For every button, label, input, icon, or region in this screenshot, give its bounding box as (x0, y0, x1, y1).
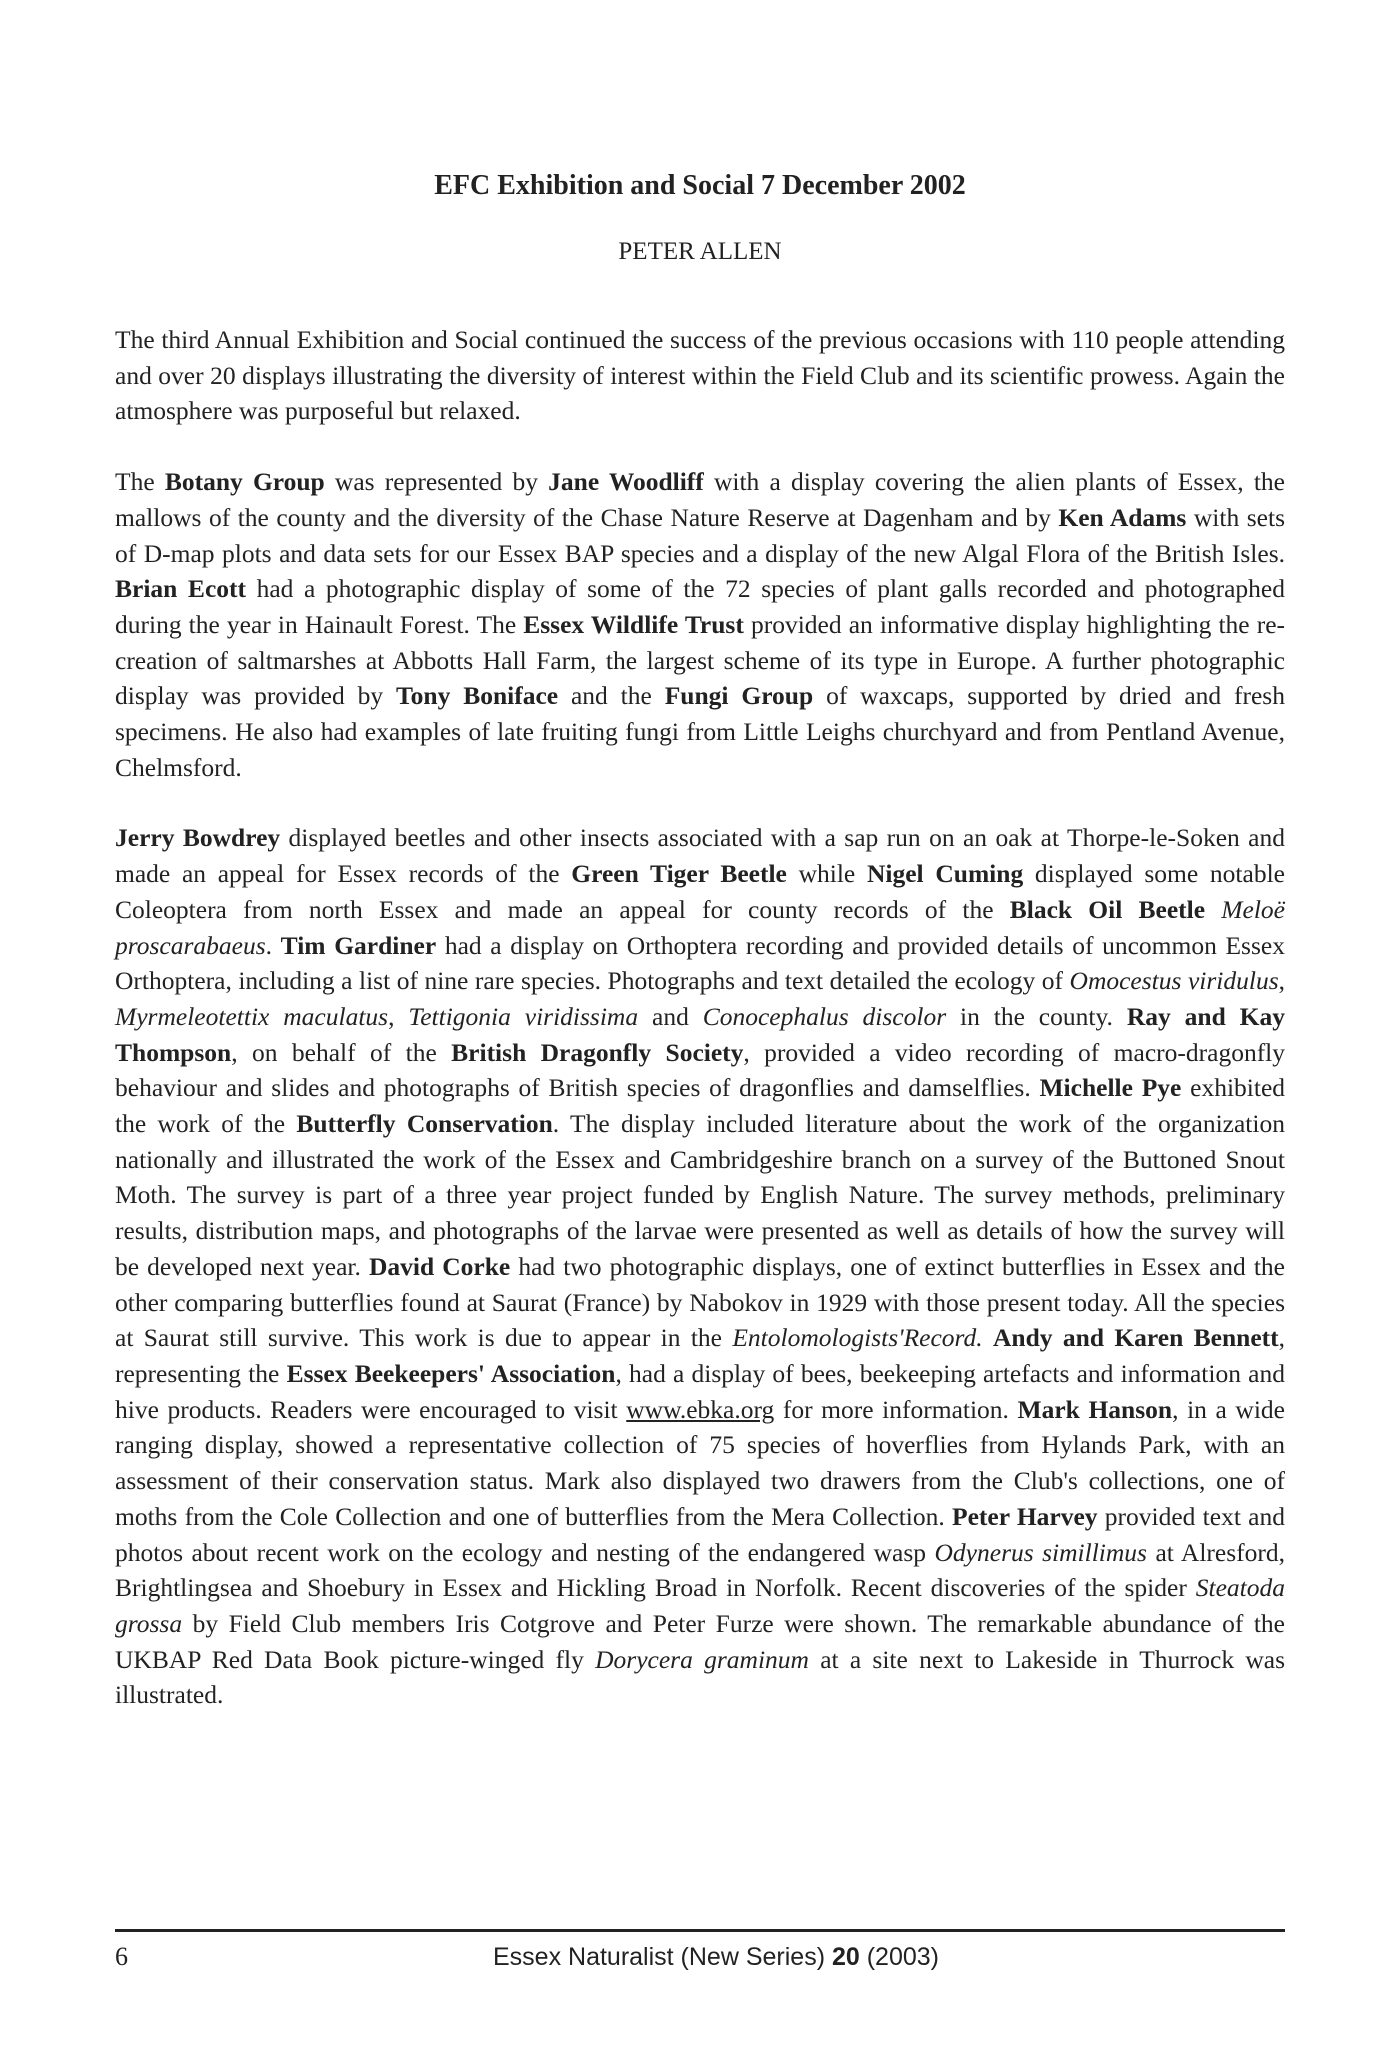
journal-name: Essex Naturalist (New Series) (492, 1943, 832, 1971)
page-number: 6 (115, 1942, 128, 1971)
person-name: Tony Boniface (395, 681, 559, 711)
text-run: . The display included literature about the work of the organization nationally and illustrated the work of the Essex and Cambridgeshire branch on a survey of the Buttoned Snout Moth. The survey is part of a three year project funded by English Nature. The survey methods, preliminary results, distribution maps, and photographs of the larvae were presented as well as details of how the survey will be developed next year. (115, 1109, 1285, 1281)
species-latin-name: Tettigonia viridissima (408, 1001, 639, 1031)
species-latin-name: Myrmeleotettix maculatus (115, 1001, 389, 1031)
organization-name: Butterfly Conservation (296, 1109, 553, 1139)
text-run: in the county. (946, 1001, 1127, 1031)
text-run: provided an informative display highlighting the re-creation of saltmarshes at Abbotts Hall Farm, the largest scheme of its type in Europe. A further photographic display was provided by (115, 609, 1286, 711)
person-name: Ken Adams (1058, 502, 1187, 532)
person-name: Jane Woodliff (548, 467, 704, 497)
species-latin-name: Meloë proscarabaeus (115, 894, 1285, 960)
text-run: with sets of D-map plots and data sets for our Essex BAP species and a display of the new Algal Flora of the British Isles. (115, 502, 1285, 568)
website-link[interactable]: www.ebka.org (626, 1394, 775, 1424)
text-run: provided text and photos about recent work on the ecology and nesting of the endangered wasp (115, 1501, 1285, 1567)
species-latin-name: Odynerus simillimus (934, 1537, 1147, 1567)
organization-name: British Dragonfly Society (451, 1037, 744, 1067)
journal-citation (456, 1941, 976, 1973)
text-run: for more information. (774, 1394, 1018, 1424)
text-run: while (786, 859, 867, 889)
person-name: Ray and Kay Thompson (115, 1001, 1286, 1067)
text-run: with a display covering the alien plants of Essex, the mallows of the county and the diversity of the Chase Nature Reserve at Dagenham and by (115, 467, 1285, 532)
text-run: , (1278, 966, 1285, 996)
text-run: , had a display of bees, beekeeping artefacts and information and hive products. Readers were encouraged to visit (115, 1358, 1285, 1424)
text-run: and the (558, 681, 665, 711)
person-name: Peter Harvey (952, 1501, 1098, 1531)
text-run: at Alresford, Brightlingsea and Shoebury in Essex and Hickling Broad in Norfolk. Recent discoveries of the spider (115, 1537, 1285, 1603)
species-latin-name: Omocestus viridulus (1069, 966, 1279, 996)
journal-volume: 20 (831, 1943, 860, 1971)
publication-title: Entolomologists'Record. (732, 1323, 983, 1353)
text-run: displayed some notable Coleoptera from north Essex and made an appeal for county records of the (115, 859, 1285, 924)
person-name: Mark Hanson (1017, 1394, 1173, 1424)
person-name: Nigel Cuming (866, 859, 1024, 889)
article-author: PETER ALLEN (618, 238, 782, 265)
text-run: had a photographic display of some of the 72 species of plant galls recorded and photographed during the year in Hainault Forest. The (115, 574, 1285, 639)
text-run: , (388, 1001, 409, 1031)
text-run: exhibited the work of the (115, 1073, 1286, 1139)
text-run: was represented by (324, 467, 549, 497)
species-latin-name: Steatoda grossa (115, 1573, 1285, 1638)
text-run: , provided a video recording of macro-dragonfly behaviour and slides and photographs of British species of dragonflies and damselflies. (115, 1037, 1286, 1103)
species-common-name: Black Oil Beetle (1009, 894, 1206, 924)
journal-year: (2003) (859, 1943, 939, 1971)
species-latin-name: Conocephalus discolor (702, 1001, 947, 1031)
organization-name: Essex Beekeepers' Association (286, 1358, 616, 1388)
text-run: by Field Club members Iris Cotgrove and Peter Furze were shown. The remarkable abundance of the UKBAP Red Data Book picture-winged fly (115, 1608, 1285, 1674)
text-run: , representing the (115, 1323, 1286, 1388)
group-name: Fungi Group (664, 681, 814, 711)
species-latin-name: Dorycera graminum (595, 1644, 809, 1674)
text-run (1205, 895, 1221, 924)
person-name: Andy and Karen Bennett (993, 1323, 1279, 1353)
footer-divider (115, 1929, 1285, 1932)
organization-name: Essex Wildlife Trust (523, 609, 744, 639)
text-run: , in a wide ranging display, showed a representative collection of 75 species of hoverflies from Hylands Park, with an assessment of their conservation status. Mark also displayed two drawers from the Club's collections, one of moths from the Cole Collection and one of butterflies from the Mera Collection. (115, 1394, 1285, 1531)
text-run: had a display on Orthoptera recording and provided details of uncommon Essex Orthoptera, including a list of nine rare species. Photographs and text detailed the ecology of (115, 930, 1285, 996)
group-name: Botany Group (164, 467, 325, 497)
person-name: David Corke (368, 1251, 511, 1281)
text-run: , on behalf of the (231, 1037, 452, 1067)
text-run (983, 1323, 993, 1352)
article-title: EFC Exhibition and Social 7 December 2002 (434, 170, 966, 201)
person-name: Tim Gardiner (280, 930, 437, 960)
species-common-name: Green Tiger Beetle (571, 859, 787, 889)
person-name: Michelle Pye (1039, 1073, 1182, 1103)
text-run: of waxcaps, supported by dried and fresh specimens. He also had examples of late fruiting fungi from Little Leighs churchyard and from Pentland Avenue, Chelmsford. (115, 681, 1285, 782)
paragraph-insects (115, 820, 1285, 1713)
text-run: at a site next to Lakeside in Thurrock was illustrated. (115, 1644, 1285, 1710)
text-run: had two photographic displays, one of extinct butterflies in Essex and the other comparing butterflies found at Saurat (France) by Nabokov in 1929 with those present today. All the species at Saurat still survive. This work is due to appear in the (115, 1251, 1285, 1353)
text-run: The (115, 467, 165, 497)
text-run: and (638, 1001, 703, 1031)
person-name: Jerry Bowdrey (115, 823, 281, 853)
paragraph-intro: The third Annual Exhibition and Social continued the success of the previous occasions with 110 people attending and over 20 displays illustrating the diversity of interest within the Field Club and its scientific prowess. Again the atmosphere was purposeful but relaxed. (115, 325, 1285, 426)
person-name: Brian Ecott (115, 574, 246, 604)
text-run: displayed beetles and other insects associated with a sap run on an oak at Thorpe-le-Soken and made an appeal for Essex records of the (115, 823, 1285, 889)
text-run: . (265, 930, 281, 960)
article-body (115, 322, 1285, 1748)
paragraph-botany (115, 464, 1285, 785)
